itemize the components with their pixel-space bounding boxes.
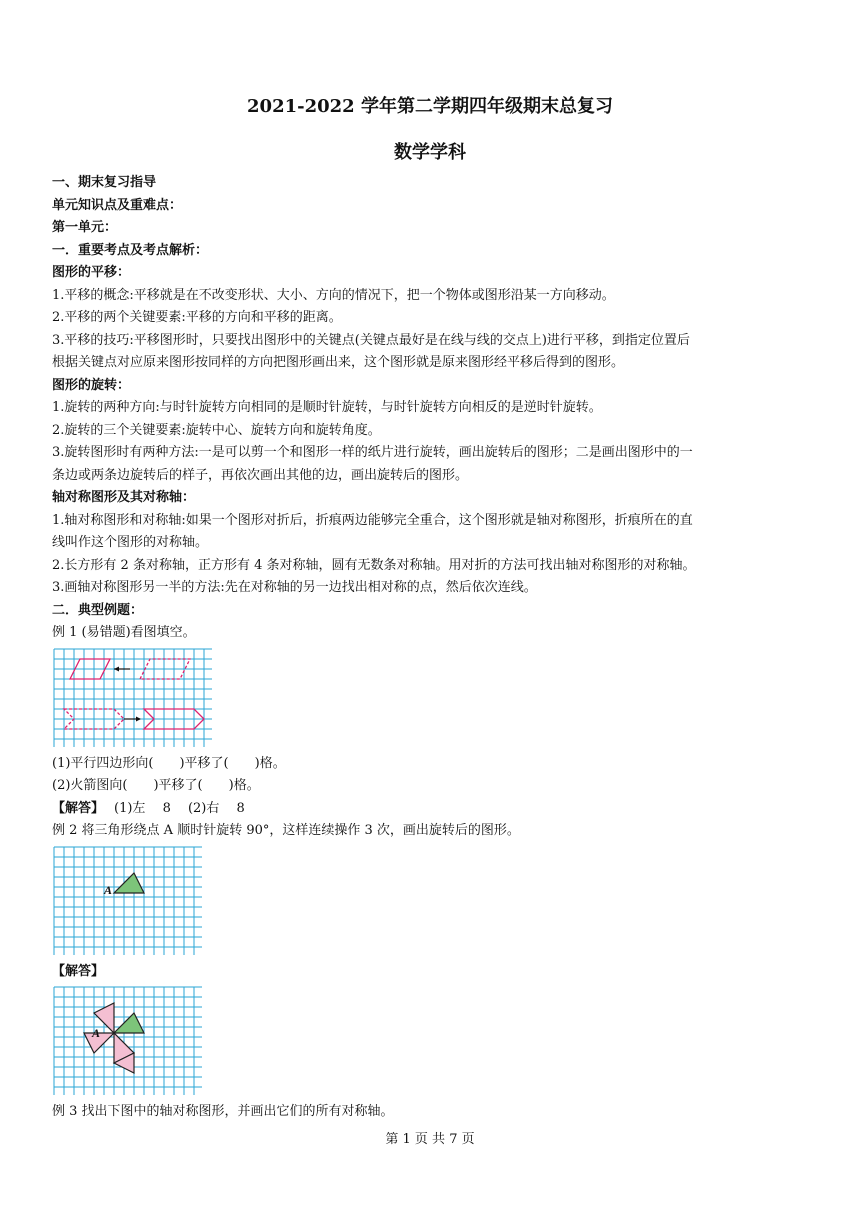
triangle-original (114, 1013, 144, 1033)
translation-heading: 图形的平移： (52, 265, 131, 280)
example-2-prompt: 例 2 将三角形绕点 A 顺时针旋转 90°，这样连续操作 3 次，画出旋转后的图形。 (52, 823, 520, 838)
paragraph: 3.画轴对称图形另一半的方法:先在对称轴的另一边找出相对称的点，然后依次连线。 (52, 580, 537, 595)
examples-heading: 二．典型例题： (52, 602, 144, 618)
answer-text: (1)左 8 (2)右 8 (114, 800, 245, 816)
paragraph: 根据关键点对应原来图形按同样的方向把图形画出来，这个图形就是原来图形经平移后得到的图形。 (52, 355, 625, 370)
answer-2-label: 【解答】 (52, 963, 105, 979)
paragraph: 线叫作这个图形的对称轴。 (52, 535, 209, 550)
grid-lines (54, 847, 202, 955)
rotation-answer-figure (52, 985, 204, 1097)
triangle-shape (114, 873, 144, 893)
paragraph: 2.平移的两个关键要素:平移的方向和平移的距离。 (52, 310, 342, 325)
arrow-head (136, 716, 141, 721)
translation-grid-figure (52, 647, 214, 749)
paragraph: 1.轴对称图形和对称轴:如果一个图形对折后，折痕两边能够完全重合，这个图形就是轴对称图形，折痕所在的直 (52, 512, 693, 528)
question-1: (1)平行四边形向( )平移了( )格。 (52, 755, 286, 771)
subheading: 单元知识点及重难点： (52, 197, 183, 213)
paragraph: 1.平移的概念:平移就是在不改变形状、大小、方向的情况下，把一个物体或图形沿某一方向移动。 (52, 287, 615, 303)
answer-label: 【解答】 (52, 800, 105, 816)
example-1-prompt: 例 1 (易错题)看图填空。 (52, 625, 196, 640)
content (52, 172, 812, 1124)
key-points-heading: 一．重要考点及考点解析： (52, 242, 209, 258)
paragraph: 3.平移的技巧:平移图形时，只要找出图形中的关键点(关键点最好是在线与线的交点上)进行平移，到指定位置后 (52, 332, 690, 348)
paragraph: 3.旋转图形时有两种方法:一是可以剪一个和图形一样的纸片进行旋转，画出旋转后的图形；二是画出图形中的一 (52, 445, 693, 460)
grid-lines (54, 987, 202, 1095)
question-2: (2)火箭图向( )平移了( )格。 (52, 778, 260, 793)
section-heading: 一、期末复习指导 (52, 175, 157, 190)
page-footer: 第 1 页 共 7 页 (385, 1132, 475, 1147)
answer-line (52, 798, 812, 821)
point-a-label: A (92, 1026, 101, 1040)
paragraph: 1.旋转的两种方向:与时针旋转方向相同的是顺时针旋转，与时针旋转方向相反的是逆时针旋转。 (52, 400, 602, 415)
paragraph: 条边或两条边旋转后的样子，再依次画出其他的边，画出旋转后的图形。 (52, 467, 469, 483)
document-title: 2021-2022 学年第二学期四年级期末总复习 (247, 96, 613, 117)
point-a-label: A (104, 882, 113, 897)
unit-heading: 第一单元： (52, 220, 118, 235)
subject-title: 数学学科 (394, 142, 466, 163)
symmetry-heading: 轴对称图形及其对称轴： (52, 490, 196, 505)
rotation-grid-figure (52, 845, 204, 957)
rotation-heading: 图形的旋转： (52, 377, 131, 393)
paragraph: 2.长方形有 2 条对称轴，正方形有 4 条对称轴，圆有无数条对称轴。用对折的方法可找出轴对称图形的对称轴。 (52, 557, 696, 573)
example-3-prompt: 例 3 找出下图中的轴对称图形，并画出它们的所有对称轴。 (52, 1104, 394, 1119)
arrow-head (114, 666, 119, 671)
paragraph: 2.旋转的三个关键要素:旋转中心、旋转方向和旋转角度。 (52, 422, 381, 438)
